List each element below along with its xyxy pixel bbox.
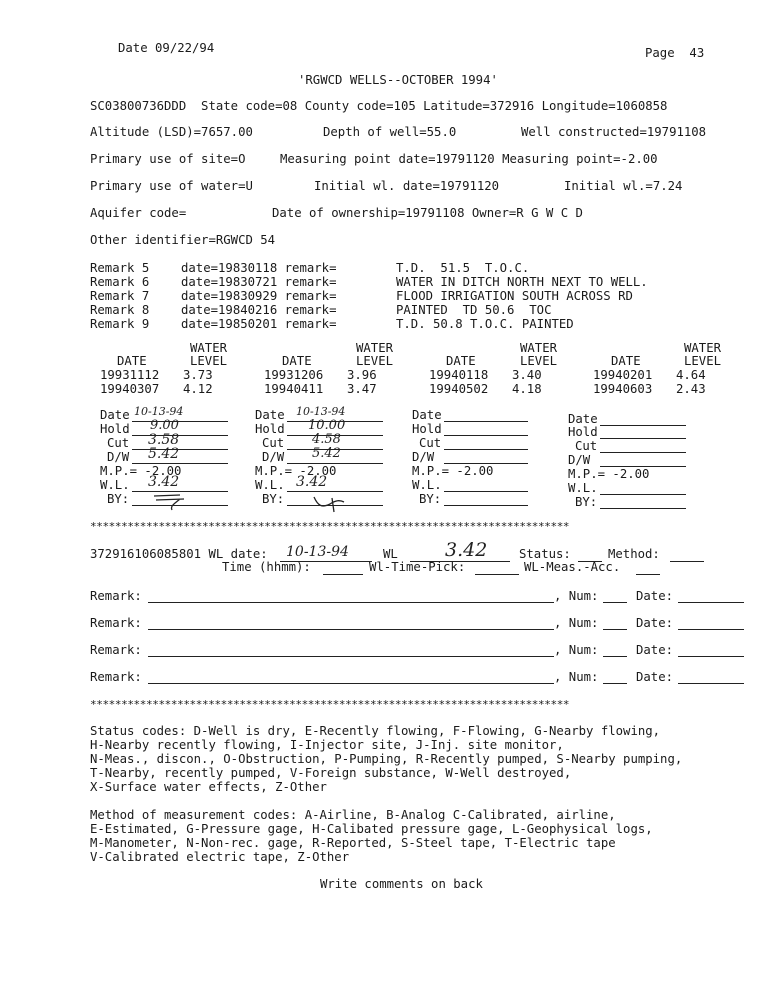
meas-wl-field[interactable] xyxy=(600,494,686,495)
header-water: WATER xyxy=(190,341,228,355)
time-pick-label: Wl-Time-Pick: xyxy=(369,560,466,574)
meas-wl-label: W.L. xyxy=(568,481,598,495)
level-value: 3.47 xyxy=(347,382,377,396)
meas-by-label: BY: xyxy=(262,492,285,506)
handwritten-hold: 9.00 xyxy=(150,418,179,433)
remark-entry-label: Remark: xyxy=(90,670,142,684)
remark-date: date=19850201 remark= xyxy=(181,317,337,331)
primary-use-site: Primary use of site=O xyxy=(90,152,246,166)
time-field[interactable] xyxy=(323,574,363,575)
remark-entry-field[interactable] xyxy=(148,602,554,603)
meas-by-field[interactable] xyxy=(600,508,686,509)
num-field[interactable] xyxy=(603,629,627,630)
header-water: WATER xyxy=(520,341,558,355)
level-date: 19940603 xyxy=(593,382,653,396)
date-field[interactable] xyxy=(678,602,744,603)
meas-cut-field[interactable] xyxy=(600,452,686,453)
level-value: 3.73 xyxy=(183,368,213,382)
remark-label: Remark 6 xyxy=(90,275,150,289)
remark-entry-label: Remark: xyxy=(90,589,142,603)
handwritten-wl-value: 3.42 xyxy=(445,539,488,561)
level-value: 2.43 xyxy=(676,382,706,396)
handwritten-cut: 4.58 xyxy=(312,432,341,447)
remark-text: WATER IN DITCH NORTH NEXT TO WELL. xyxy=(396,275,648,289)
status-codes-line: H-Nearby recently flowing, I-Injector site, J-Inj. site monitor, xyxy=(90,738,564,752)
header-date: DATE xyxy=(446,354,476,368)
header-date: DATE xyxy=(611,354,641,368)
meas-dw-label: D/W xyxy=(568,453,591,467)
level-date: 19940502 xyxy=(429,382,489,396)
date-field[interactable] xyxy=(678,629,744,630)
meas-by-label: BY: xyxy=(107,492,130,506)
well-constructed: Well constructed=19791108 xyxy=(521,125,707,139)
level-value: 3.40 xyxy=(512,368,542,382)
method-codes-line: V-Calibrated electric tape, Z-Other xyxy=(90,850,350,864)
wl-label: WL xyxy=(383,547,398,561)
method-field[interactable] xyxy=(670,561,704,562)
meas-hold-label: Hold xyxy=(100,422,130,436)
num-label: , Num: xyxy=(554,670,599,684)
page-title: 'RGWCD WELLS--OCTOBER 1994' xyxy=(298,73,498,87)
meas-cut-label: Cut xyxy=(419,436,442,450)
initials-signature xyxy=(150,490,190,512)
remark-text: PAINTED TD 50.6 TOC xyxy=(396,303,552,317)
level-date: 19940307 xyxy=(100,382,160,396)
meas-date-field[interactable] xyxy=(600,425,686,426)
other-identifier: Other identifier=RGWCD 54 xyxy=(90,233,276,247)
time-pick-field[interactable] xyxy=(475,574,519,575)
status-codes-line: T-Nearby, recently pumped, V-Foreign substance, W-Well destroyed, xyxy=(90,766,572,780)
header-level: LEVEL xyxy=(190,354,228,368)
meas-date-field[interactable] xyxy=(444,421,528,422)
meas-date-label: Date xyxy=(412,408,442,422)
meas-mp: M.P.= -2.00 xyxy=(255,464,337,478)
meas-acc-field[interactable] xyxy=(636,574,660,575)
level-value: 3.96 xyxy=(347,368,377,382)
num-field[interactable] xyxy=(603,656,627,657)
num-label: , Num: xyxy=(554,589,599,603)
remark-entry-field[interactable] xyxy=(148,629,554,630)
meas-cut-label: Cut xyxy=(575,439,598,453)
meas-dw-label: D/W xyxy=(262,450,285,464)
entry-site-id: 372916106085801 WL date: xyxy=(90,547,268,561)
page-number: Page 43 xyxy=(645,46,705,60)
print-date: Date 09/22/94 xyxy=(118,41,215,55)
meas-mp: M.P.= -2.00 xyxy=(568,467,650,481)
meas-hold-label: Hold xyxy=(255,422,285,436)
num-field[interactable] xyxy=(603,602,627,603)
date-label: Date: xyxy=(636,616,674,630)
method-codes-line: Method of measurement codes: A-Airline, B-Analog C-Calibrated, airline, xyxy=(90,808,616,822)
header-water: WATER xyxy=(684,341,722,355)
meas-wl-label: W.L. xyxy=(100,478,130,492)
method-label: Method: xyxy=(608,547,660,561)
level-value: 4.12 xyxy=(183,382,213,396)
level-value: 4.18 xyxy=(512,382,542,396)
meas-hold-field[interactable] xyxy=(132,435,228,436)
header-date: DATE xyxy=(282,354,312,368)
ownership: Date of ownership=19791108 Owner=R G W C D xyxy=(272,206,583,220)
method-codes-line: E-Estimated, G-Pressure gage, H-Calibated pressure gage, L-Geophysical logs, xyxy=(90,822,653,836)
level-date: 19931112 xyxy=(100,368,160,382)
initials-signature xyxy=(310,492,350,514)
status-codes-line: Status codes: D-Well is dry, E-Recently flowing, F-Flowing, G-Nearby flowing, xyxy=(90,724,661,738)
header-date: DATE xyxy=(117,354,147,368)
method-codes-line: M-Manometer, N-Non-rec. gage, R-Reported, S-Steel tape, T-Electric tape xyxy=(90,836,616,850)
time-label: Time (hhmm): xyxy=(222,560,311,574)
handwritten-wl-date: 10-13-94 xyxy=(286,544,349,560)
well-depth: Depth of well=55.0 xyxy=(323,125,457,139)
site-id-line: SC03800736DDD State code=08 County code=105 Latitude=372916 Longitude=1060858 xyxy=(90,99,668,113)
meas-mp: M.P.= -2.00 xyxy=(100,464,182,478)
level-date: 19940411 xyxy=(264,382,324,396)
meas-hold-field[interactable] xyxy=(600,438,686,439)
meas-cut-field[interactable] xyxy=(444,449,528,450)
handwritten-cut: 3.58 xyxy=(148,432,180,448)
status-codes-line: N-Meas., discon., O-Obstruction, P-Pumping, R-Recently pumped, S-Nearby pumping, xyxy=(90,752,683,766)
remark-entry-field[interactable] xyxy=(148,656,554,657)
meas-hold-label: Hold xyxy=(412,422,442,436)
meas-cut-label: Cut xyxy=(107,436,130,450)
remark-date: date=19830929 remark= xyxy=(181,289,337,303)
separator: ***************************************************************************** xyxy=(90,698,570,711)
handwritten-date: 10-13-94 xyxy=(134,405,184,418)
meas-dw-label: D/W xyxy=(412,450,435,464)
remark-entry-label: Remark: xyxy=(90,643,142,657)
remark-text: FLOOD IRRIGATION SOUTH ACROSS RD xyxy=(396,289,633,303)
meas-mp: M.P.= -2.00 xyxy=(412,464,494,478)
meas-acc-label: WL-Meas.-Acc. xyxy=(524,560,621,574)
status-codes-line: X-Surface water effects, Z-Other xyxy=(90,780,327,794)
level-date: 19940118 xyxy=(429,368,489,382)
date-field[interactable] xyxy=(678,656,744,657)
remark-label: Remark 8 xyxy=(90,303,150,317)
separator: ***************************************************************************** xyxy=(90,520,570,533)
header-water: WATER xyxy=(356,341,394,355)
meas-date-label: Date xyxy=(568,412,598,426)
handwritten-dw: 5.42 xyxy=(148,446,180,462)
altitude: Altitude (LSD)=7657.00 xyxy=(90,125,253,139)
date-label: Date: xyxy=(636,670,674,684)
status-label: Status: xyxy=(519,547,571,561)
meas-cut-field[interactable] xyxy=(132,449,228,450)
remark-entry-label: Remark: xyxy=(90,616,142,630)
remark-date: date=19840216 remark= xyxy=(181,303,337,317)
meas-hold-label: Hold xyxy=(568,425,598,439)
level-date: 19931206 xyxy=(264,368,324,382)
date-field[interactable] xyxy=(678,683,744,684)
aquifer-code: Aquifer code= xyxy=(90,206,187,220)
num-label: , Num: xyxy=(554,616,599,630)
remark-date: date=19830721 remark= xyxy=(181,275,337,289)
handwritten-wl: 3.42 xyxy=(296,474,328,490)
remark-label: Remark 9 xyxy=(90,317,150,331)
initial-wl-date: Initial wl. date=19791120 xyxy=(314,179,500,193)
remark-text: T.D. 50.8 T.O.C. PAINTED xyxy=(396,317,574,331)
meas-by-label: BY: xyxy=(575,495,598,509)
meas-cut-label: Cut xyxy=(262,436,285,450)
handwritten-hold: 10.00 xyxy=(308,418,346,433)
handwritten-dw: 5.42 xyxy=(312,446,341,461)
handwritten-wl: 3.42 xyxy=(148,474,180,490)
level-date: 19940201 xyxy=(593,368,653,382)
remark-text: T.D. 51.5 T.O.C. xyxy=(396,261,530,275)
meas-date-label: Date xyxy=(255,408,285,422)
header-level: LEVEL xyxy=(684,354,722,368)
num-field[interactable] xyxy=(603,683,627,684)
handwritten-date: 10-13-94 xyxy=(296,405,346,418)
header-level: LEVEL xyxy=(356,354,394,368)
primary-use-water: Primary use of water=U xyxy=(90,179,253,193)
meas-by-field[interactable] xyxy=(444,505,528,506)
measuring-point: Measuring point date=19791120 Measuring point=-2.00 xyxy=(280,152,658,166)
footer-note: Write comments on back xyxy=(320,877,483,891)
meas-dw-label: D/W xyxy=(107,450,130,464)
date-label: Date: xyxy=(636,643,674,657)
meas-date-label: Date xyxy=(100,408,130,422)
header-level: LEVEL xyxy=(520,354,558,368)
remark-entry-field[interactable] xyxy=(148,683,554,684)
meas-wl-field[interactable] xyxy=(444,491,528,492)
remark-date: date=19830118 remark= xyxy=(181,261,337,275)
meas-date-field[interactable] xyxy=(132,421,228,422)
date-label: Date: xyxy=(636,589,674,603)
meas-wl-label: W.L. xyxy=(412,478,442,492)
num-label: , Num: xyxy=(554,643,599,657)
meas-hold-field[interactable] xyxy=(444,435,528,436)
initial-wl: Initial wl.=7.24 xyxy=(564,179,683,193)
remark-label: Remark 5 xyxy=(90,261,150,275)
remark-label: Remark 7 xyxy=(90,289,150,303)
level-value: 4.64 xyxy=(676,368,706,382)
meas-by-label: BY: xyxy=(419,492,442,506)
meas-wl-label: W.L. xyxy=(255,478,285,492)
